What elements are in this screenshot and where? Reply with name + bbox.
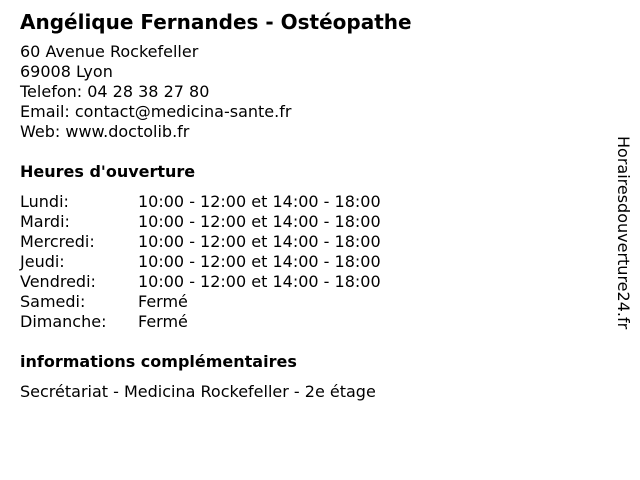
hours-row-sunday	[20, 312, 600, 332]
hours-row-wednesday	[20, 232, 600, 252]
hours-value: 10:00 - 12:00 et 14:00 - 18:00	[138, 252, 381, 271]
city-address: 69008 Lyon	[20, 62, 113, 81]
day-label: Samedi:	[20, 292, 86, 311]
opening-hours-heading: Heures d'ouverture	[20, 162, 196, 181]
hours-value: 10:00 - 12:00 et 14:00 - 18:00	[138, 232, 381, 251]
day-label: Mardi:	[20, 212, 70, 231]
street-address: 60 Avenue Rockefeller	[20, 42, 199, 61]
hours-row-friday	[20, 272, 600, 292]
opening-hours-table	[20, 192, 600, 332]
email-address: Email: contact@medicina-sante.fr	[20, 102, 292, 121]
day-label: Dimanche:	[20, 312, 107, 331]
hours-value: 10:00 - 12:00 et 14:00 - 18:00	[138, 192, 381, 211]
address-block	[20, 42, 600, 142]
additional-info-heading: informations complémentaires	[20, 352, 297, 371]
site-watermark: Horairesdouverture24.fr	[614, 136, 633, 330]
hours-value: Fermé	[138, 292, 188, 311]
hours-value: 10:00 - 12:00 et 14:00 - 18:00	[138, 212, 381, 231]
page-title: Angélique Fernandes - Ostéopathe	[20, 10, 412, 34]
business-card	[20, 9, 600, 402]
website: Web: www.doctolib.fr	[20, 122, 190, 141]
day-label: Jeudi:	[20, 252, 65, 271]
hours-value: 10:00 - 12:00 et 14:00 - 18:00	[138, 272, 381, 291]
hours-value: Fermé	[138, 312, 188, 331]
additional-info-text: Secrétariat - Medicina Rockefeller - 2e étage	[20, 382, 376, 401]
day-label: Mercredi:	[20, 232, 95, 251]
phone-number: Telefon: 04 28 38 27 80	[20, 82, 210, 101]
hours-row-monday	[20, 192, 600, 212]
hours-row-saturday	[20, 292, 600, 312]
hours-row-thursday	[20, 252, 600, 272]
day-label: Lundi:	[20, 192, 69, 211]
day-label: Vendredi:	[20, 272, 96, 291]
hours-row-tuesday	[20, 212, 600, 232]
